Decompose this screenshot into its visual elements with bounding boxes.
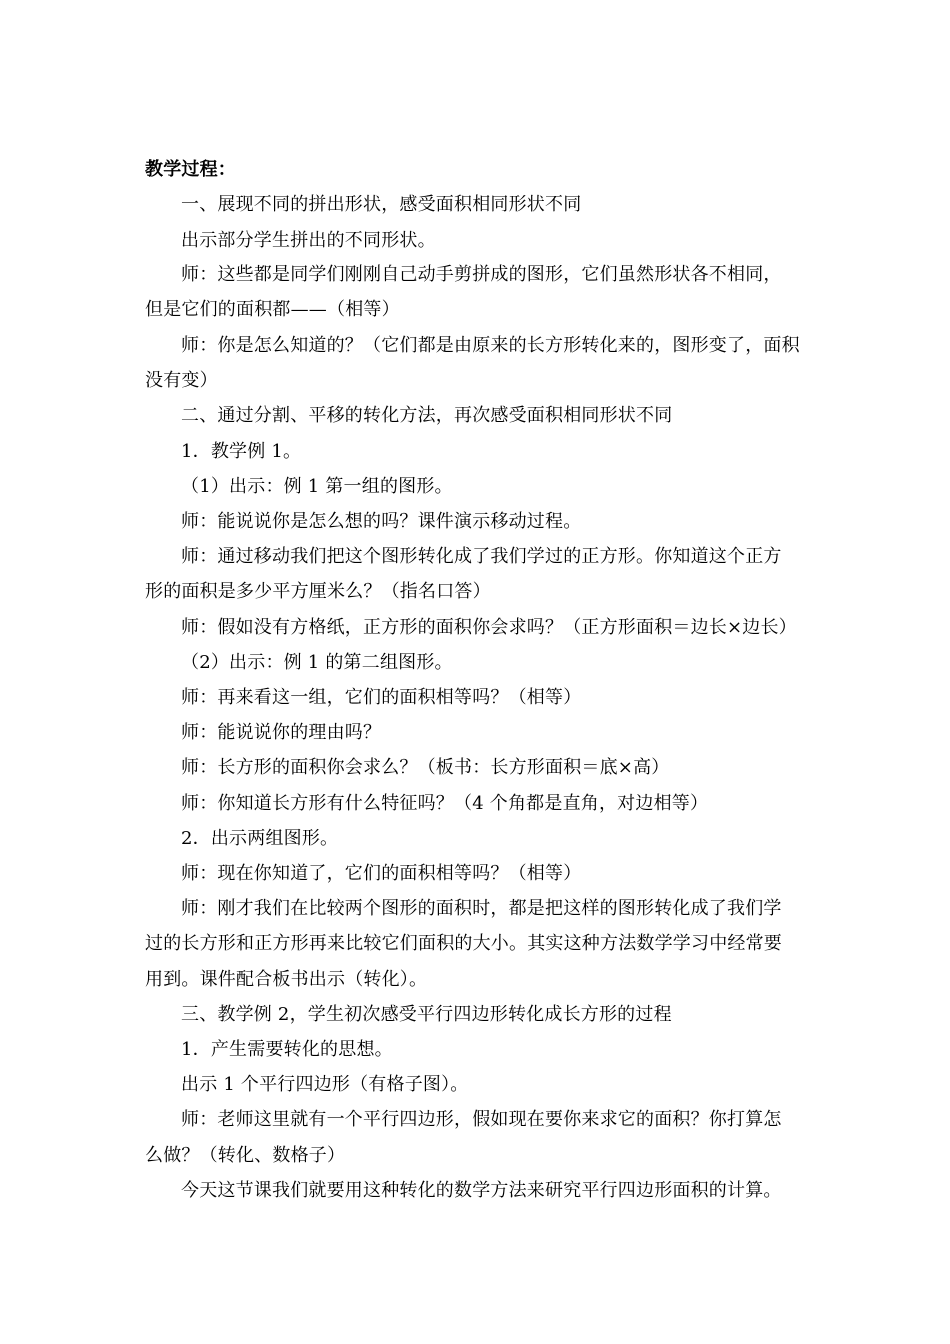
text-line: 二、通过分割、平移的转化方法，再次感受面积相同形状不同 [181, 405, 673, 426]
text-line: 么做？（转化、数格子） [145, 1145, 346, 1166]
text-line: 三、教学例 2，学生初次感受平行四边形转化成长方形的过程 [181, 1004, 672, 1025]
text-line: 但是它们的面积都——（相等） [145, 299, 400, 320]
text-line: 师：假如没有方格纸，正方形的面积你会求吗？（正方形面积＝边长×边长） [181, 617, 797, 638]
text-line: 师：长方形的面积你会求么？（板书：长方形面积＝底×高） [181, 757, 670, 778]
text-line: （2）出示：例 1 的第二组图形。 [181, 652, 453, 673]
text-line: 师：这些都是同学们刚刚自己动手剪拼成的图形，它们虽然形状各不相同， [181, 264, 782, 285]
text-line: 师：你知道长方形有什么特征吗？（4 个角都是直角，对边相等） [181, 793, 709, 814]
text-line: 师：通过移动我们把这个图形转化成了我们学过的正方形。你知道这个正方 [181, 546, 782, 567]
text-line: 师：你是怎么知道的？（它们都是由原来的长方形转化来的，图形变了，面积 [181, 335, 800, 356]
text-line: 出示 1 个平行四边形（有格子图）。 [181, 1074, 469, 1095]
text-line: 用到。课件配合板书出示（转化）。 [145, 969, 428, 990]
text-line: 2．出示两组图形。 [181, 828, 339, 849]
text-line: 形的面积是多少平方厘米么？（指名口答） [145, 581, 491, 602]
text-line: 师：老师这里就有一个平行四边形，假如现在要你来求它的面积？你打算怎 [181, 1109, 782, 1130]
text-line: 出示部分学生拼出的不同形状。 [181, 230, 436, 251]
text-line: 1．产生需要转化的思想。 [181, 1039, 393, 1060]
text-line: 过的长方形和正方形再来比较它们面积的大小。其实这种方法数学学习中经常要 [145, 933, 782, 954]
text-line: 没有变） [145, 370, 218, 391]
text-line: 师：刚才我们在比较两个图形的面积时，都是把这样的图形转化成了我们学 [181, 898, 782, 919]
text-line: 1．教学例 1。 [181, 441, 302, 462]
text-line: 师：能说说你的理由吗？ [181, 722, 382, 743]
text-line: （1）出示：例 1 第一组的图形。 [181, 476, 453, 497]
section-heading: 教学过程： [145, 159, 236, 180]
text-line: 师：现在你知道了，它们的面积相等吗？（相等） [181, 863, 582, 884]
text-line: 今天这节课我们就要用这种转化的数学方法来研究平行四边形面积的计算。 [181, 1180, 782, 1201]
text-line: 师：能说说你是怎么想的吗？课件演示移动过程。 [181, 511, 582, 532]
text-line: 师：再来看这一组，它们的面积相等吗？（相等） [181, 687, 582, 708]
text-line: 一、展现不同的拼出形状，感受面积相同形状不同 [181, 194, 582, 215]
